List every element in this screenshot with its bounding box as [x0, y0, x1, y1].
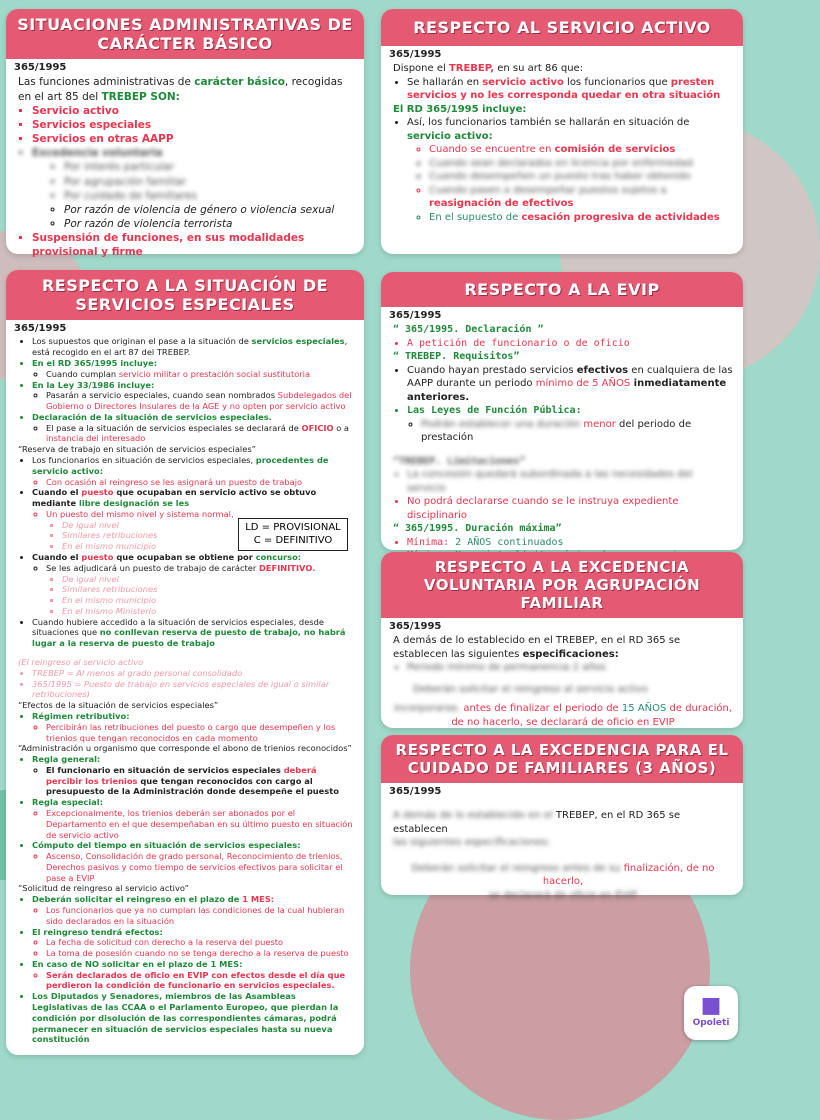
- list-item: ▪ De igual nivel: [62, 520, 354, 531]
- list-item: ◦ Un puesto del mismo nivel y sistema normal,: [46, 509, 354, 520]
- list-item: ▪ En el mismo Ministerio: [62, 606, 354, 617]
- card-title: RESPECTO A LA EXCEDENCIA PARA EL CUIDADO DE FAMILIARES (3 AÑOS): [381, 735, 743, 783]
- list-item: • La concesión quedará subordinada a las necesidades del servicio: [407, 468, 733, 495]
- list-item: ◦ Cuando se encuentre en comisión de servicios: [429, 143, 733, 157]
- list-item: • 365/1995 = Puesto de trabajo en servicios especiales de igual o similar retribuciones): [32, 679, 354, 701]
- list-item: • Cómputo del tiempo en situación de servicios especiales:: [32, 840, 354, 851]
- list-item: ◦ La fecha de solicitud con derecho a la reserva del puesto: [46, 937, 354, 948]
- list-item: • Deberán solicitar el reingreso en el plazo de 1 MES:: [32, 894, 354, 905]
- card-active-service: [381, 9, 743, 254]
- reference: 365/1995: [389, 786, 442, 797]
- list-item: • Cuando hayan prestado servicios efectivos en cualquiera de las AAPP durante un periodo mínimo de 5 AÑOS inmediatamente anteriores.: [407, 364, 733, 405]
- subheading: “Administración u organismo que corresponde el abono de trienios reconocidos”: [18, 743, 352, 754]
- list-item: • Los funcionarios en situación de servicios especiales, procedentes de servicio activo:: [32, 455, 354, 477]
- note-text: (El reingreso al servicio activo: [18, 657, 144, 668]
- subheading: “Reserva de trabajo en situación de servicios especiales”: [18, 444, 256, 455]
- list-item: ▪ Suspensión de funciones, en sus modalidades provisional y firme: [32, 231, 354, 259]
- card-body: [6, 334, 364, 1049]
- list-item: • Régimen retributivo:: [32, 711, 354, 722]
- list-item: incorporarse, antes de finalizar el periodo de 15 AÑOS de duración, de no hacerlo, se declarará de oficio en EVIP: [393, 703, 733, 728]
- list-item: • Cuando el puesto que ocupaban en servicio activo se obtuvo mediante libre designación se les: [32, 487, 354, 509]
- list-item: ▪ Servicios en otras AAPP: [32, 132, 354, 146]
- subheading: “Solicitud de reingreso al servicio activo”: [18, 883, 189, 894]
- list-item: ◦ En el supuesto de cesación progresiva de actividades: [429, 211, 733, 225]
- list-item: • A petición de funcionario o de oficio: [407, 337, 733, 351]
- list-item: ▪ Similares retribuciones: [62, 584, 354, 595]
- list-item: • TREBEP = Al menos al grado personal consolidado: [32, 668, 354, 679]
- list-item: • Declaración de la situación de servicios especiales.: [32, 412, 354, 423]
- list-item: • Cuando el puesto que ocupaban se obtiene por concurso:: [32, 552, 354, 563]
- card-family-care: [381, 735, 743, 901]
- card-body: Dispone el TREBEP, en su art 86 que: • Se hallarán en servicio activo los funcionarios que presten servicios y no les corresponda quedar en otra situación El RD 365/1995 incluye: • Así, los funcionarios también se hallarán en situación de servicio activo: ◦ Cuando se encuentre en comisión de servicios ◦ Cuando sean declarados en licencia por enfermedad ◦ Cuando desempeñen un puesto tras haber obtenido ◦ Cuando pasen a desempeñar puestos sujetos a reasignación de efectivos ◦ En el supuesto de cesación progresiva de actividades: [381, 60, 743, 228]
- card-body: A demás de lo establecido en el TREBEP, en el RD 365 se establecen las siguientes especificaciones: • Periodo mínimo de permanencia 2 años Deberán solicitar el reingreso al servicio activo incorporarse, antes de finalizar el periodo de 15 AÑOS de duración, de no hacerlo, se declarará de oficio en EVIP: [381, 632, 743, 733]
- list-item: ▪ En el mismo municipio: [62, 541, 354, 552]
- card-special-services: [6, 270, 364, 1055]
- reference: 365/1995: [389, 310, 442, 322]
- list-item: ◦ Con ocasión al reingreso se les asignará un puesto de trabajo: [46, 477, 354, 488]
- list-item: ◦ Cuando sean declarados en licencia por enfermedad: [429, 157, 733, 171]
- list-item: ◦ Cuando desempeñen un puesto tras haber obtenido: [429, 170, 733, 184]
- list-item: • Los supuestos que originan el pase a la situación de servicios especiales, está recogido en el art 87 del TREBEP.: [32, 336, 354, 358]
- list-item: • En la Ley 33/1986 incluye:: [32, 380, 354, 391]
- list-item: • En caso de NO solicitar en el plazo de 1 MES:: [32, 959, 354, 970]
- list-item: • Las Leyes de Función Pública:: [407, 404, 733, 418]
- brand-logo: ■ Opoleti: [684, 986, 738, 1040]
- list-item: ◦ Por razón de violencia de género o violencia sexual: [64, 203, 354, 217]
- list-item: ◦ Cuando pasen a desempeñar puestos sujetos a reasignación de efectivos: [429, 184, 733, 211]
- list-item: • Mínima: 2 AÑOS continuados: [407, 536, 733, 550]
- list-item: ◦ Se les adjudicará un puesto de trabajo de carácter DEFINITIVO.: [46, 563, 354, 574]
- list-item: • Periodo mínimo de permanencia 2 años: [407, 661, 733, 675]
- card-body: “ 365/1995. Declaración ” • A petición de funcionario o de oficio “ TREBEP. Requisitos” • Cuando hayan prestado servicios efectivos en cualquiera de las AAPP durante un periodo mínimo de 5 AÑOS inmediatamente anteriores. • Las Leyes de Función Pública: ◦ Podrán establecer una duración menor del periodo de prestación “TREBEP. Limitaciones” • La concesión quedará subordinada a las necesidades del servicio • No podrá declararse cuando se le instruya expediente disciplinario “ 365/1995. Duración máxima” • Mínima: 2 AÑOS continuados •: [381, 321, 743, 567]
- list-item: ◦ Por cuidado de familiares: [64, 189, 354, 203]
- card-evip: [381, 272, 743, 550]
- list-item: • Regla general:: [32, 754, 354, 765]
- card-title: RESPECTO A LA EVIP: [381, 272, 743, 307]
- list-item: • No podrá declararse cuando se le instruya expediente disciplinario: [407, 495, 733, 522]
- list-item: ▪ Servicios especiales: [32, 118, 354, 132]
- list-item: ▪ Excedencia voluntaria: [32, 146, 354, 160]
- subheading: El RD 365/1995 incluye:: [393, 103, 527, 115]
- list-item: ◦ Por razón de violencia terrorista: [64, 217, 354, 231]
- list-item: ◦ Ascenso, Consolidación de grado personal, Reconocimiento de trienios, Derechos pasivos y como tiempo de servicios efectivos para solicitar el pase a EVIP: [46, 851, 354, 883]
- card-title: SITUACIONES ADMINISTRATIVAS DE CARÁCTER BÁSICO: [6, 9, 364, 59]
- list-item: ◦ Por interés particular: [64, 160, 354, 174]
- legend-note: LD = PROVISIONAL C = DEFINITIVO: [238, 518, 348, 551]
- card-body: [6, 73, 364, 263]
- list-item: ◦ La toma de posesión cuando no se tenga derecho a la reserva de puesto: [46, 948, 354, 959]
- reference: 365/1995: [389, 621, 442, 632]
- reference: 365/1995: [14, 62, 67, 74]
- list-item: ◦ El pase a la situación de servicios especiales se declarará de OFICIO o a instancia del interesado: [46, 423, 354, 445]
- list-item: ▪ Servicio activo: [32, 104, 354, 118]
- list-item: ◦ Pasarán a servicio especiales, cuando sean nombrados Subdelegados del Gobierno o Directores Insulares de la AGE y no opten por servicio activo: [46, 390, 354, 412]
- card-basic-situations: [6, 9, 364, 259]
- intro-text: Las funciones administrativas de carácter básico, recogidas en el art 85 del TREBEP SON:: [18, 76, 343, 103]
- list-item: ▪ En el mismo municipio: [62, 595, 354, 606]
- list-item: • Los Diputados y Senadores, miembros de las Asambleas Legislativas de las CCAA o el Parlamento Europeo, que pierdan la condición por disolución de las correspondientes cámaras, podrá permanecer en situación de servicios especiales hasta su nueva constitución: [32, 991, 354, 1045]
- card-title: RESPECTO A LA EXCEDENCIA VOLUNTARIA POR AGRUPACIÓN FAMILIAR: [381, 552, 743, 618]
- list-item: ◦ Podrán establecer una duración menor del periodo de prestación: [421, 418, 733, 445]
- list-item: ◦ El funcionario en situación de servicios especiales deberá percibir los trienios que tengan reconocidos con cargo al presupuesto de la Administración donde desempeñe el puesto: [46, 765, 354, 797]
- reference: 365/1995: [14, 323, 67, 335]
- list-item: ◦ Percibirán las retribuciones del puesto o cargo que desempeñen y los trienios que tengan reconocidos en cada momento: [46, 722, 354, 744]
- list-item: ◦ Por agrupación familiar: [64, 175, 354, 189]
- list-item: • Cuando hubiere accedido a la situación de servicios especiales, desde situaciones que no conllevan reserva de puesto de trabajo, no habrá lugar a la reserva de puesto de trabajo: [32, 617, 354, 649]
- card-family-grouping: [381, 552, 743, 728]
- card-title: RESPECTO AL SERVICIO ACTIVO: [381, 9, 743, 46]
- list-item: • Se hallarán en servicio activo los funcionarios que presten servicios y no les corresponda quedar en otra situación: [407, 76, 733, 103]
- list-item: ▪ De igual nivel: [62, 574, 354, 585]
- list-item: • Así, los funcionarios también se hallarán en situación de servicio activo:: [407, 116, 733, 143]
- card-body: A demás de lo establecido en el TREBEP, en el RD 365 se establecen las siguientes especificaciones: Deberán solicitar el reingreso antes de su finalización, de no hacerlo, se declarará de oficio en EVIP: [393, 810, 715, 901]
- list-item: • En el RD 365/1995 incluye:: [32, 358, 354, 369]
- list-item: ◦ Cuando cumplan servicio militar o prestación social sustitutoria: [46, 369, 354, 380]
- list-item: ◦ Serán declarados de oficio en EVIP con efectos desde el día que perdieron la condición de funcionario en servicios especiales.: [46, 970, 354, 992]
- list-item: • El reingreso tendrá efectos:: [32, 927, 354, 938]
- list-item: ▪ Similares retribuciones: [62, 530, 354, 541]
- list-item: ◦ Los funcionarios que ya no cumplan las condiciones de la cual hubieran sido declarados en la situación: [46, 905, 354, 927]
- subheading: “Efectos de la situación de servicios especiales”: [18, 700, 219, 711]
- reference: 365/1995: [389, 49, 442, 61]
- list-item: ◦ Excepcionalmente, los trienios deberán ser abonados por el Departamento en el que desempeñaban en su último puesto en situación de servicio activo: [46, 808, 354, 840]
- card-title: RESPECTO A LA SITUACIÓN DE SERVICIOS ESPECIALES: [6, 270, 364, 320]
- list-item: • Regla especial:: [32, 797, 354, 808]
